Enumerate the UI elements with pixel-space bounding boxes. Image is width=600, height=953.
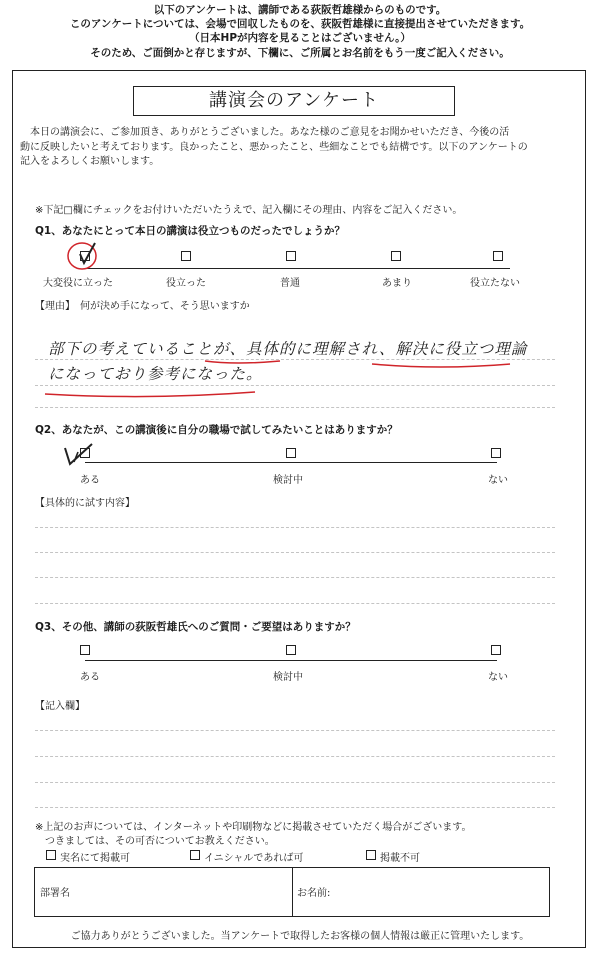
intro-line-2: 動に反映したいと考えております。良かったこと、悪かったこと、些細なことでも結構です。以下のアンケートの xyxy=(20,141,528,153)
q2-option-1-label: ある xyxy=(80,475,100,486)
q1-scale-line xyxy=(85,268,510,269)
header-line-3: （日本HPが内容を見ることはございません。） xyxy=(189,32,411,45)
q1-option-3-checkbox[interactable] xyxy=(286,251,296,261)
publish-option-1-checkbox[interactable] xyxy=(46,850,56,860)
q1-option-4-checkbox[interactable] xyxy=(391,251,401,261)
publish-option-1-label: 実名にて掲載可 xyxy=(60,853,130,864)
publish-option-3-label: 掲載不可 xyxy=(380,853,420,864)
table-divider xyxy=(292,867,293,917)
department-label: 部署名 xyxy=(40,888,70,899)
q2-detail-label: 【具体的に試す内容】 xyxy=(35,498,135,509)
q1-checkmark-icon xyxy=(62,238,102,272)
q2-option-2-checkbox[interactable] xyxy=(286,448,296,458)
q1-handwritten-reason-line-2: になっており参考になった。 xyxy=(48,365,263,383)
q1-handwritten-reason-line-1: 部下の考えていることが、具体的に理解され、解決に役立つ理論 xyxy=(48,340,528,358)
name-field[interactable] xyxy=(345,870,545,914)
q1-option-5-label: 役立たない xyxy=(470,278,520,289)
publish-note-line-2: つきましては、その可否についてお教えください。 xyxy=(45,836,275,847)
q1-question: Q1、あなたにとって本日の講演は役立つものだったでしょうか？ xyxy=(35,225,346,237)
intro-line-1: 本日の講演会に、ご参加頂き、ありがとうございました。あなた様のご意見をお聞かせいただき、今後の活 xyxy=(30,127,510,138)
instruction-text: ※下記□欄にチェックをお付けいただいたうえで、記入欄にその理由、内容をご記入ください。 xyxy=(35,205,463,216)
writing-rule xyxy=(35,730,555,731)
intro-line-3: 記入をよろしくお願いします。 xyxy=(20,156,160,167)
q1-option-2-checkbox[interactable] xyxy=(181,251,191,261)
q3-detail-label: 【記入欄】 xyxy=(35,701,85,712)
header-line-1: 以下のアンケートは、講師である荻阪哲雄様からのものです。 xyxy=(153,4,447,16)
writing-rule xyxy=(35,782,555,783)
q3-option-2-label: 検討中 xyxy=(273,672,303,683)
writing-rule xyxy=(35,603,555,604)
publish-option-2-checkbox[interactable] xyxy=(190,850,200,860)
header-line-2: このアンケートについては、会場で回収したものを、荻阪哲雄様に直接提出させていただきます。 xyxy=(69,18,531,31)
writing-rule xyxy=(35,756,555,757)
q2-checkmark-icon xyxy=(62,440,96,466)
publish-option-3-checkbox[interactable] xyxy=(366,850,376,860)
q1-option-2-label: 役立った xyxy=(166,278,206,289)
q2-question: Q2、あなたが、この講演後に自分の職場で試してみたいことはありますか？ xyxy=(35,424,398,436)
q3-option-3-checkbox[interactable] xyxy=(491,645,501,655)
q2-option-3-checkbox[interactable] xyxy=(491,448,501,458)
publish-note-line-1: ※上記のお声については、インターネットや印刷物などに掲載させていただく場合がございます。 xyxy=(35,822,472,833)
name-label: お名前: xyxy=(297,888,331,899)
q3-option-2-checkbox[interactable] xyxy=(286,645,296,655)
q2-option-3-label: ない xyxy=(488,475,508,486)
q1-option-1-label: 大変役に立った xyxy=(43,278,113,289)
q1-option-4-label: あまり xyxy=(382,278,412,289)
q3-option-3-label: ない xyxy=(488,672,508,683)
q1-reason-label: 【理由】 何が決め手になって、そう思いますか xyxy=(35,301,250,312)
page-header xyxy=(0,3,600,60)
red-underline-marks xyxy=(40,340,540,400)
survey-title: 講演会のアンケート xyxy=(133,86,455,116)
publish-option-2-label: イニシャルであれば可 xyxy=(204,853,304,864)
footer-text: ご協力ありがとうございました。当アンケートで取得したお客様の個人情報は厳正に管理いたします。 xyxy=(70,931,530,942)
q2-option-2-label: 検討中 xyxy=(273,475,303,486)
q3-option-1-label: ある xyxy=(80,672,100,683)
writing-rule xyxy=(35,527,555,528)
q3-scale-line xyxy=(85,660,497,661)
q2-scale-line xyxy=(85,462,497,463)
q1-option-5-checkbox[interactable] xyxy=(493,251,503,261)
writing-rule xyxy=(35,407,555,408)
writing-rule xyxy=(35,552,555,553)
q3-question: Q3、その他、講師の荻阪哲雄氏へのご質問・ご要望はありますか？ xyxy=(35,621,356,633)
q3-option-1-checkbox[interactable] xyxy=(80,645,90,655)
q1-option-3-label: 普通 xyxy=(280,278,300,289)
writing-rule xyxy=(35,807,555,808)
intro-text xyxy=(20,126,580,170)
department-field[interactable] xyxy=(96,870,288,914)
header-line-4: そのため、ご面倒かと存じますが、下欄に、ご所属とお名前をもう一度ご記入ください。 xyxy=(90,46,510,59)
writing-rule xyxy=(35,577,555,578)
